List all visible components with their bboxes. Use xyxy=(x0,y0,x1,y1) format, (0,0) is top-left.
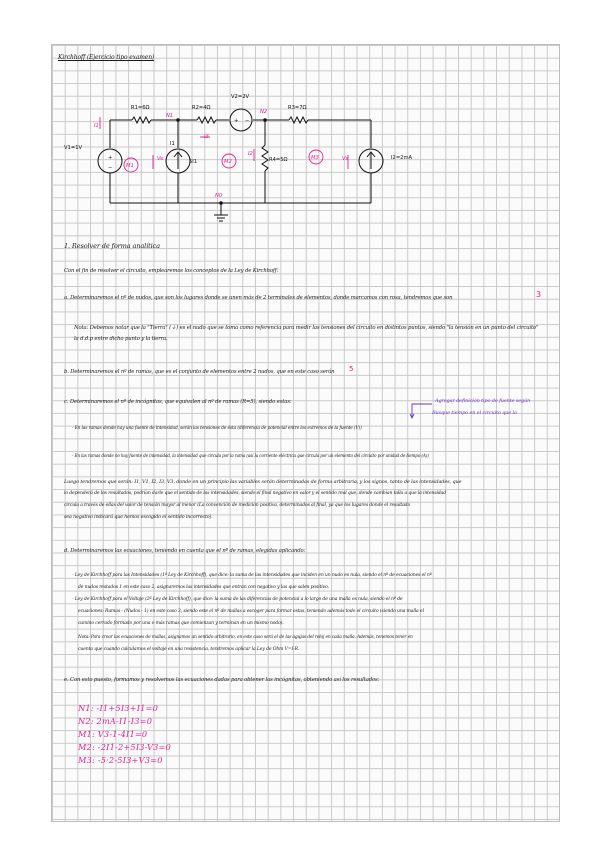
equation-m1: M1: V3-1-4I1=0 xyxy=(78,729,148,739)
point-d-note-1: Nota: Para crear las ecuaciones de mallas, asignamos un sentido arbitrario, en este caso será el de las agujas del reloj en cada malla. Además, tenemos tener en xyxy=(78,635,413,640)
equation-m2: M2: -2I1-2+5I3-V3=0 xyxy=(78,742,172,752)
resistor-r1 xyxy=(132,117,151,123)
point-d-bullet-1b: de nudos restados 1 en este caso 2, asignaremos las intensidades que entran con negativo y las que salen positivo. xyxy=(78,585,329,590)
voltage-ve-label: Ve xyxy=(157,156,164,162)
section-heading: 1. Resolver de forma analítica xyxy=(64,242,160,250)
equation-n2: N2: 2mA-I1-I3=0 xyxy=(78,716,153,726)
mesh-m2-label: M2 xyxy=(224,159,232,165)
note-ground: Nota: Debemos notar que la "Tierra" (⏚) es el nudo que se toma como referencia para medir las tensiones del circuito en distintos puntos, siendo "la tensión en un punto del circuito" la d.d.p entre dicho punto y la tierra. xyxy=(74,325,539,342)
nodes-count: 3 xyxy=(536,290,542,299)
equation-n1: N1: -I1+5I3+I1=0 xyxy=(78,703,159,713)
point-d-bullet-2c: camino cerrado formado por una o más ramas que comienzan y terminan en un mismo nodo). xyxy=(78,621,284,626)
point-c-para-1: Luego tendremos que serán: I1, V1, I2, I3, V3, donde en un principio las variables serán determinadas de forma arbitraria, y los signos, tanto de las intensidades, que xyxy=(64,479,462,485)
point-d-text: d. Determinaremos las ecuaciones, teniendo en cuenta que el nº de ramas, elegidas aplicando: xyxy=(64,548,306,554)
page-title: Kirchhoff (Ejercicio tipo examen) xyxy=(58,54,155,61)
point-c-para-3: circula a través de ellas del valor de tensión mayor al menor (La convención de medición positiva, determinados al final, ya que los lugares donde el resultado xyxy=(64,503,411,508)
current-i3-label: I3 xyxy=(204,134,209,140)
mesh-m1-label: M1 xyxy=(126,163,134,169)
point-a-text: a. Determinaremos el nº de nudos, que son los lugares donde se unen más de 2 terminales de elementos, donde marcamos con rosa, tendremos que son xyxy=(64,295,453,301)
point-c-text: c. Determinaremos el nº de incógnitas, que equivalen al nº de ramas (R=5), siendo estas: xyxy=(64,399,292,405)
point-d-bullet-1a: - Ley de Kirchhoff para las Intensidades (1ª Ley de Kirchhoff), que dice: la suma de las intensidades que inciden en un nudo es nula, siendo el nº de ecuaciones el nº xyxy=(72,573,432,578)
point-d-note-2: cuenta que cuando calculamos el voltaje en una resistencia, tendremos aplicar la Ley de Ohm V=I·R. xyxy=(78,647,300,652)
node-n2-label: N2 xyxy=(260,109,268,115)
svg-text:−: − xyxy=(245,118,250,124)
purple-note-2: Busque tiempo en el circuito que la xyxy=(432,410,517,416)
v2-label: V2=2V xyxy=(231,94,250,100)
notebook-page xyxy=(51,44,560,822)
svg-text:+: + xyxy=(108,155,113,161)
equation-m3: M3: -5·2-5I3+V3=0 xyxy=(78,755,163,765)
r4-label: R4=5Ω xyxy=(269,157,288,163)
current-i2-label: I2 xyxy=(248,151,253,157)
i2-source-label: I2=2mA xyxy=(391,155,413,161)
point-c-para-2: lo dependerá de los resultados, podrían darle que el sentido de las intensidades, siendo el final negativo en valor y el sentido real que, donde cambian talla a que la intensidad xyxy=(64,491,446,496)
point-d-bullet-2b: ecuaciones: Ramas - (Nudos - 1) en este caso 3, siendo este el nº de mallas a escoger para formar estas, teniendo además todo el circuito (siendo una malla el xyxy=(78,609,424,614)
resistor-r2 xyxy=(197,117,216,123)
node-n1-label: N1 xyxy=(166,113,174,119)
point-d-bullet-2a: - Ley de Kirchhoff para el Voltaje (2ª Ley de Kirchhoff), que dice: la suma de las diferencias de potencial a lo largo de una malla es nula, siendo el nº de xyxy=(72,597,403,602)
resistor-r3 xyxy=(289,117,308,123)
r3-label: R3=7Ω xyxy=(288,105,307,111)
svg-text:−: − xyxy=(108,165,113,171)
mesh-m3-label: M3 xyxy=(311,155,319,161)
svg-text:+: + xyxy=(234,118,239,124)
r1-label: R1=6Ω xyxy=(131,105,150,111)
point-c-bullet-2: - En las ramas donde no hay fuente de intensidad, la intensidad que circula por la rama (así la corriente eléctrica que circula por un elemento del circuito por unidad de tiempo (A)) xyxy=(72,453,429,458)
point-e-text: e. Con esto puesto, formamos y resolvemos las ecuaciones dadas para obtener las incógnitas, obteniendo así los resultados: xyxy=(64,677,380,683)
resistor-r4 xyxy=(262,145,268,171)
intro-text: Con el fin de resolver el circuito, emplearemos los conceptos de la Ley de Kirchhoff: xyxy=(64,268,279,274)
purple-note-1: Agregar definición tipo de fuente según xyxy=(435,398,531,404)
circuit-diagram xyxy=(52,45,560,245)
r2-label: R2=4Ω xyxy=(192,105,211,111)
node-n0-label: N0 xyxy=(215,193,223,199)
current-i1-label: I1 xyxy=(94,123,99,129)
dep-source-label: 5I1 xyxy=(189,159,198,165)
branches-count: 5 xyxy=(349,365,354,373)
point-c-para-4: sea negativo indicará que hemos escogido el sentido incorrecto). xyxy=(64,515,213,520)
purple-arrow-icon xyxy=(410,400,434,420)
point-b-text: b. Determinaremos el nº de ramas, que es el conjunto de elementos entre 2 nudos, que en este caso serán xyxy=(64,369,335,375)
v1-label: V1=1V xyxy=(64,145,83,151)
i1-source-label: I1 xyxy=(170,141,175,147)
point-c-bullet-1: - En las ramas donde hay una fuente de intensidad, serán las tensiones de ésta (diferencia de potencial entre los extremos de la fuente (V)) xyxy=(72,426,362,431)
voltage-vs-label: Vs xyxy=(342,156,349,162)
